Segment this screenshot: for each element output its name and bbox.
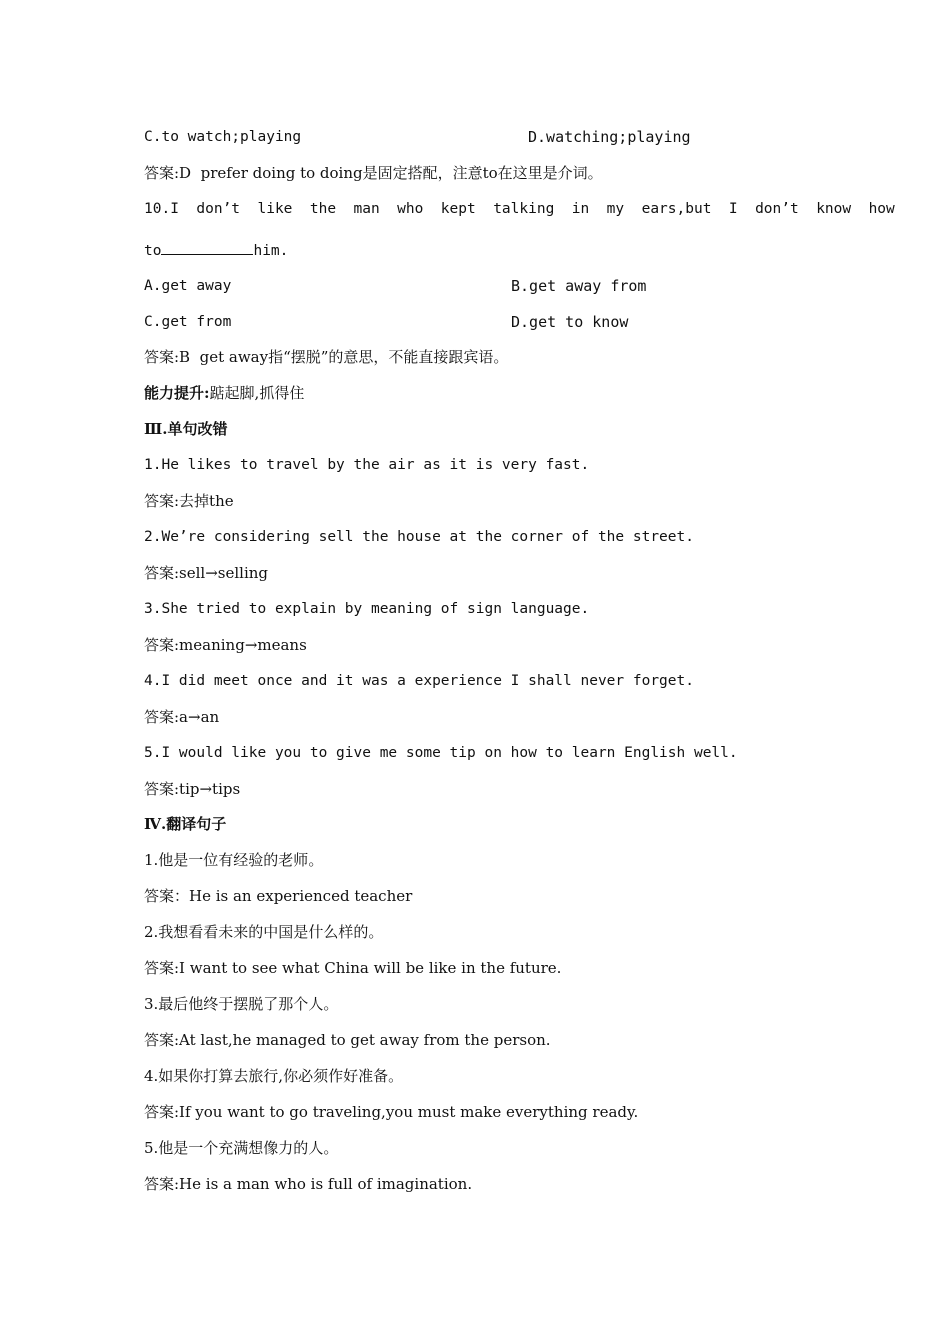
section4-title: Ⅳ.翻译句子 (144, 815, 227, 833)
ability-heading (144, 383, 304, 403)
section3-question-1: 1.He likes to travel by the air as it is very fast. (144, 457, 590, 473)
q10-option-a: A.get away (144, 278, 232, 294)
q10-option-c: C.get from (144, 314, 232, 330)
q10-option-d: D.get to know (511, 313, 629, 331)
q10-option-b: B.get away from (511, 277, 647, 295)
section3-answer-3: 答案:meaning→means (144, 636, 307, 654)
q10-stem-prefix: to (144, 243, 162, 259)
section4-answer-3: 答案:At last,he managed to get away from the person. (144, 1031, 551, 1049)
section4-question-5: 5.他是一个充满想像力的人。 (144, 1139, 339, 1157)
section4-question-1: 1.他是一位有经验的老师。 (144, 851, 324, 869)
q10-stem-suffix: him. (253, 243, 289, 259)
q9-option-c: C.to watch;playing (144, 129, 302, 145)
section3-question-4: 4.I did meet once and it was a experience I shall never forget. (144, 673, 694, 689)
section4-answer-1: 答案：He is an experienced teacher (144, 887, 413, 905)
q9-answer: 答案:D prefer doing to doing是固定搭配，注意to在这里是介词。 (144, 164, 603, 182)
q10-stem-line1: 10.I don’t like the man who kept talking in my ears,but I don’t know how (144, 201, 895, 217)
section4-question-2: 2.我想看看未来的中国是什么样的。 (144, 923, 384, 941)
section3-answer-5: 答案:tip→tips (144, 780, 241, 798)
section3-answer-4: 答案:a→an (144, 708, 220, 726)
ability-label: 能力提升: (144, 384, 210, 402)
section3-question-5: 5.I would like you to give me some tip on how to learn English well. (144, 745, 738, 761)
section3-question-2: 2.We’re considering sell the house at the corner of the street. (144, 529, 694, 545)
section3-title: Ⅲ.单句改错 (144, 420, 228, 438)
q10-answer: 答案:B get away指“摆脱”的意思，不能直接跟宾语。 (144, 348, 509, 366)
section4-question-4: 4.如果你打算去旅行,你必须作好准备。 (144, 1067, 404, 1085)
q9-option-d: D.watching;playing (528, 128, 691, 146)
section3-question-3: 3.She tried to explain by meaning of sign language. (144, 601, 590, 617)
section4-answer-4: 答案:If you want to go traveling,you must make everything ready. (144, 1103, 639, 1121)
q10-stem-line2 (144, 240, 288, 261)
section4-question-3: 3.最后他终于摆脱了那个人。 (144, 995, 339, 1013)
section3-answer-2: 答案:sell→selling (144, 564, 269, 582)
section4-answer-2: 答案:I want to see what China will be like in the future. (144, 959, 562, 977)
section4-answer-5: 答案:He is a man who is full of imagination. (144, 1175, 473, 1193)
section3-answer-1: 答案:去掉the (144, 492, 234, 510)
answer-blank (161, 240, 253, 255)
ability-text: 踮起脚,抓得住 (209, 384, 305, 402)
